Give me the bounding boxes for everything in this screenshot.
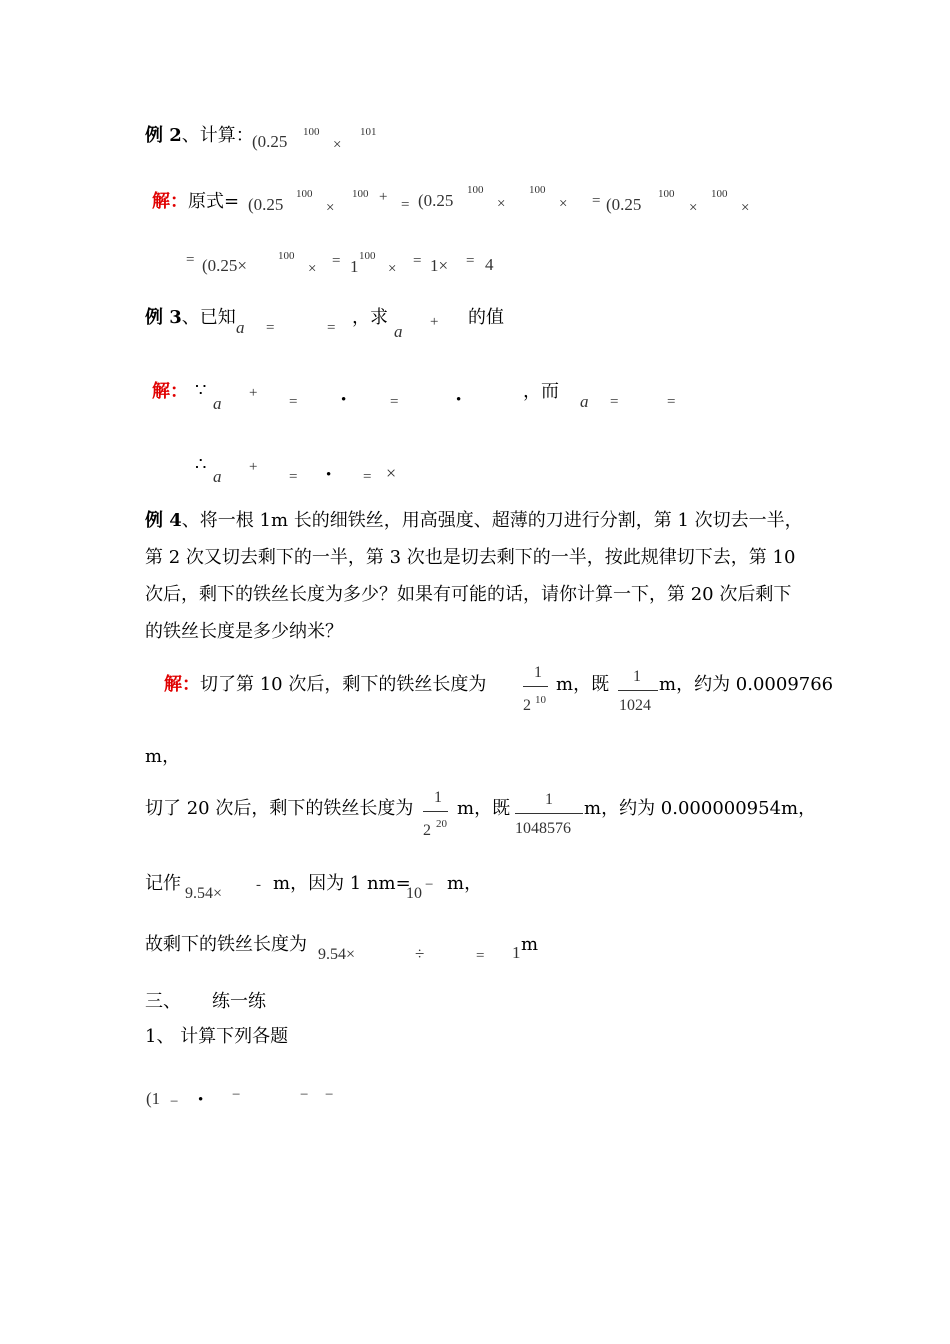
frac4-bar	[515, 813, 583, 814]
sol2-row2-1: =	[186, 252, 195, 268]
sol2-math-1: (0.25	[248, 195, 284, 214]
solution-4-text-2: m，既	[556, 674, 610, 695]
frac3-den: 2	[423, 822, 431, 839]
sol2-row2-9: =	[413, 253, 422, 269]
ex2-math-base: (0.25	[252, 132, 288, 151]
sol2-math-10: 100	[529, 184, 546, 196]
sol3-row2-5: =	[363, 469, 372, 485]
sol2-row2-8: ×	[388, 261, 397, 277]
example-4-line-4: 的铁丝长度是多少纳米？	[145, 621, 343, 642]
solution-2-text: 原式=	[188, 191, 240, 212]
sol4-math-n1: 9.54×	[185, 885, 223, 902]
example-2	[145, 124, 254, 148]
ex2-math-times: ×	[333, 137, 342, 153]
ex3-math-plus: +	[430, 314, 439, 330]
frac2-num: 1	[633, 668, 641, 685]
sol2-math-14: 100	[658, 188, 675, 200]
sol2-row2-2: (0.25×	[202, 256, 247, 275]
example-3-label: 例 3	[145, 307, 182, 328]
ex-math-2: −	[170, 1094, 179, 1110]
sol2-math-8: 100	[467, 184, 484, 196]
sol3-row2-4: •	[326, 467, 332, 483]
example-4-line-2: 第 2 次又切去剩下的一半，第 3 次也是切去剩下的一半，按此规律切下去，第 10	[145, 547, 796, 568]
sol3-er: ，而	[523, 381, 559, 402]
solution-4-label: 解：	[164, 674, 200, 695]
sol2-math-2: 100	[296, 188, 313, 200]
solution-4-text-1: 切了第 10 次后，剩下的铁丝长度为	[200, 674, 487, 695]
solution-3-label: 解：	[152, 381, 188, 402]
solution-4-text-5: 切了 20 次后，剩下的铁丝长度为	[145, 798, 414, 819]
sol2-row2-11: =	[466, 253, 475, 269]
sol2-math-11: ×	[559, 196, 568, 212]
ex3-mid-text: ，求	[352, 307, 388, 328]
sol3-math-8: =	[610, 394, 619, 410]
sol2-row2-10: 1×	[430, 256, 449, 275]
sol3-math-3: =	[289, 394, 298, 410]
frac3-num: 1	[434, 789, 442, 806]
ex-math-5: −	[300, 1087, 309, 1103]
ex2-math-exp: 100	[303, 126, 320, 138]
ex2-math-exp2: 101	[360, 126, 377, 138]
sol4-math-n6: =	[476, 948, 485, 964]
sol2-row2-4: ×	[308, 261, 317, 277]
sol4-math-n2: 10	[406, 885, 422, 902]
sol3-row2-1: a	[213, 467, 222, 486]
frac3-exp: 20	[436, 818, 447, 830]
sol2-math-4: 100	[352, 188, 369, 200]
sol3-row2-3: =	[289, 469, 298, 485]
sol3-math-6: •	[456, 392, 462, 408]
sol2-math-9: ×	[497, 196, 506, 212]
sol2-math-3: ×	[326, 200, 335, 216]
sol2-math-13: (0.25	[606, 195, 642, 214]
solution-2-line-1	[152, 190, 239, 214]
solution-4-text-11: 故剩下的铁丝长度为	[145, 934, 307, 955]
sol3-because: ∵	[195, 380, 207, 400]
sol3-math-7: a	[580, 392, 589, 411]
sol3-math-9: =	[667, 394, 676, 410]
frac1-den: 2	[523, 697, 531, 714]
ex3-end-text: 的值	[468, 307, 504, 328]
example-2-label: 例 2	[145, 125, 182, 146]
sol2-row2-7: 100	[359, 250, 376, 262]
section-3-item-1: 1、 计算下列各题	[145, 1026, 289, 1047]
ex3-math-eq1: =	[266, 320, 275, 336]
example-2-text: 、计算：	[181, 125, 254, 146]
ex-math-4: −	[232, 1087, 241, 1103]
sol2-math-12: =	[592, 193, 601, 209]
frac2-den: 1024	[619, 697, 651, 714]
example-4-label: 例 4	[145, 510, 182, 531]
solution-4-text-12: m	[521, 934, 539, 955]
example-3-text: 、已知	[181, 307, 236, 328]
solution-4-text-4: m，	[145, 746, 181, 767]
solution-4-text-6: m，既	[457, 798, 511, 819]
sol3-row2-6: ×	[386, 463, 397, 483]
sol4-math-n4: 9.54×	[318, 946, 356, 963]
ex-math-6: −	[325, 1087, 334, 1103]
sol2-row2-3: 100	[278, 250, 295, 262]
ex-math-1: (1	[146, 1089, 161, 1108]
ex3-math-eq2: =	[327, 320, 336, 336]
sol4-math-dash: -	[256, 877, 261, 893]
frac1-bar	[523, 686, 548, 687]
solution-4-text-8: 记作	[145, 873, 181, 894]
sol4-math-n3: −	[425, 877, 434, 893]
sol3-therefore: ∴	[195, 454, 207, 474]
sol2-math-7: (0.25	[418, 191, 454, 210]
ex3-math-a2: a	[394, 322, 403, 341]
ex3-math-a: a	[236, 318, 245, 337]
sol3-math-1: a	[213, 394, 222, 413]
solution-4-text-9: m，因为 1 nm=	[273, 873, 411, 894]
frac4-num: 1	[545, 791, 553, 808]
sol2-row2-12: 4	[485, 255, 494, 274]
solution-4-text-3: m，约为 0.0009766	[659, 674, 834, 695]
sol3-math-4: •	[341, 392, 347, 408]
solution-2-label: 解：	[152, 191, 188, 212]
frac2-bar	[618, 690, 658, 691]
example-3	[145, 306, 236, 330]
example-4-line-1	[145, 509, 803, 533]
frac3-bar	[423, 811, 448, 812]
section-3-heading-text: 练一练	[212, 991, 266, 1012]
sol3-math-5: =	[390, 394, 399, 410]
example-4-text-1: 、将一根 1m 长的细铁丝，用高强度、超薄的刀进行分割，第 1 次切去一半，	[181, 510, 803, 531]
frac4-den: 1048576	[515, 820, 571, 837]
sol2-row2-5: =	[332, 253, 341, 269]
solution-4-text-10: m，	[447, 873, 483, 894]
sol2-math-6: =	[401, 197, 410, 213]
sol3-math-2: +	[249, 385, 258, 401]
sol2-math-15: ×	[689, 200, 698, 216]
sol4-math-n7: 1	[512, 943, 521, 962]
example-4-line-3: 次后，剩下的铁丝长度为多少？如果有可能的话，请你计算一下，第 20 次后剩下	[145, 584, 792, 605]
solution-4-text-7: m，约为 0.000000954m，	[584, 798, 817, 819]
sol3-row2-2: +	[249, 459, 258, 475]
sol2-math-5: +	[379, 189, 388, 205]
frac1-exp: 10	[535, 694, 546, 706]
sol2-row2-6: 1	[350, 257, 359, 276]
ex-math-3: •	[198, 1092, 204, 1108]
sol2-math-17: ×	[741, 200, 750, 216]
solution-4-line-1	[164, 673, 486, 697]
section-3-heading-num: 三、	[145, 991, 181, 1012]
frac1-num: 1	[534, 664, 542, 681]
sol2-math-16: 100	[711, 188, 728, 200]
sol4-math-n5: ÷	[415, 944, 425, 963]
solution-3-line-1	[152, 380, 188, 404]
